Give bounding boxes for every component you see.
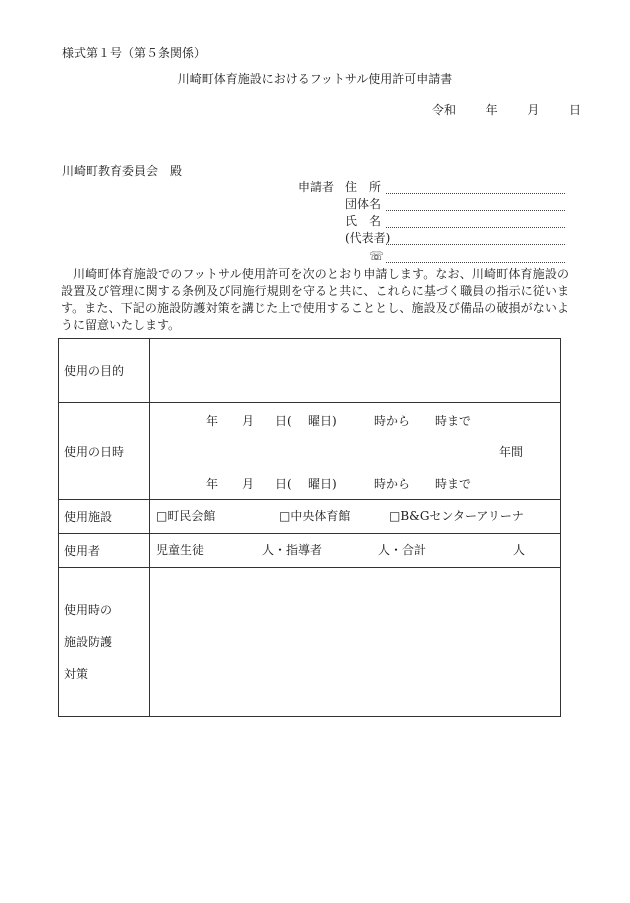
children-label: 児童生徒 <box>156 543 205 557</box>
date-month: 月 <box>527 103 540 117</box>
phone-field[interactable] <box>386 262 565 263</box>
purpose-label: 使用の目的 <box>59 339 150 403</box>
date-day: 日 <box>569 103 582 117</box>
start-day: 日( <box>275 414 292 428</box>
facility-option-bg-arena[interactable]: □B&Gセンターアリーナ <box>389 509 524 523</box>
facility-row <box>59 500 561 534</box>
addressee: 川崎町教育委員会 殿 <box>62 164 183 178</box>
address-label: 住 所 <box>345 180 382 194</box>
document-title: 川崎町体育施設におけるフットサル使用許可申請書 <box>177 72 453 86</box>
purpose-row <box>59 339 561 403</box>
facility-option-town-hall[interactable]: □町民会館 <box>156 509 216 523</box>
user-row <box>59 534 561 568</box>
start-until: 時まで <box>435 414 472 428</box>
style-number: 様式第１号（第５条関係） <box>62 46 207 60</box>
protection-label-line-1: 使用時の <box>64 603 113 617</box>
address-field[interactable] <box>386 193 565 194</box>
end-year: 年 <box>206 477 219 491</box>
datetime-label: 使用の日時 <box>59 403 150 500</box>
date-year: 年 <box>485 103 498 117</box>
protection-label-line-2: 施設防護 <box>64 635 113 649</box>
applicant-label: 申請者 <box>298 180 335 194</box>
start-year: 年 <box>206 414 219 428</box>
application-statement: 川崎町体育施設でのフットサル使用許可を次のとおり申請します。なお、川崎町体育施設の設置及び管理に関する条例及び同施行規則を守ると共に、これらに基づく職員の指示に従います。また、下記の施設防護対策を講じた上で使用することとし、施設及び備品の破損がないように留意いたします。 <box>61 267 569 332</box>
start-month: 月 <box>242 414 255 428</box>
date-era: 令和 <box>432 103 457 117</box>
end-weekday: 曜日) <box>308 477 337 491</box>
user-label: 使用者 <box>59 534 150 568</box>
date-line <box>432 104 581 116</box>
leader-label: 人・指導者 <box>262 543 323 557</box>
protection-label-line-3: 対策 <box>64 667 89 681</box>
representative-field[interactable] <box>386 244 565 245</box>
application-table <box>58 338 561 717</box>
protection-field[interactable] <box>150 568 561 717</box>
representative-label: (代表者) <box>345 231 391 245</box>
end-month: 月 <box>242 477 255 491</box>
datetime-field[interactable] <box>150 403 561 500</box>
person-unit: 人 <box>513 543 526 557</box>
group-field[interactable] <box>386 210 565 211</box>
end-until: 時まで <box>435 477 472 491</box>
end-from: 時から <box>374 477 411 491</box>
user-field[interactable] <box>150 534 561 568</box>
protection-row <box>59 568 561 717</box>
protection-label <box>59 568 150 717</box>
start-weekday: 曜日) <box>308 414 337 428</box>
name-label: 氏 名 <box>345 214 382 228</box>
phone-icon: ☏ <box>369 249 385 263</box>
purpose-field[interactable] <box>150 339 561 403</box>
duration: 年間 <box>499 445 524 459</box>
start-from: 時から <box>374 414 411 428</box>
facility-option-central-gym[interactable]: □中央体育館 <box>279 509 351 523</box>
end-day: 日( <box>275 477 292 491</box>
facility-label: 使用施設 <box>59 500 150 534</box>
name-field[interactable] <box>386 227 565 228</box>
datetime-row <box>59 403 561 500</box>
group-label: 団体名 <box>345 197 382 211</box>
total-label: 人・合計 <box>378 543 427 557</box>
